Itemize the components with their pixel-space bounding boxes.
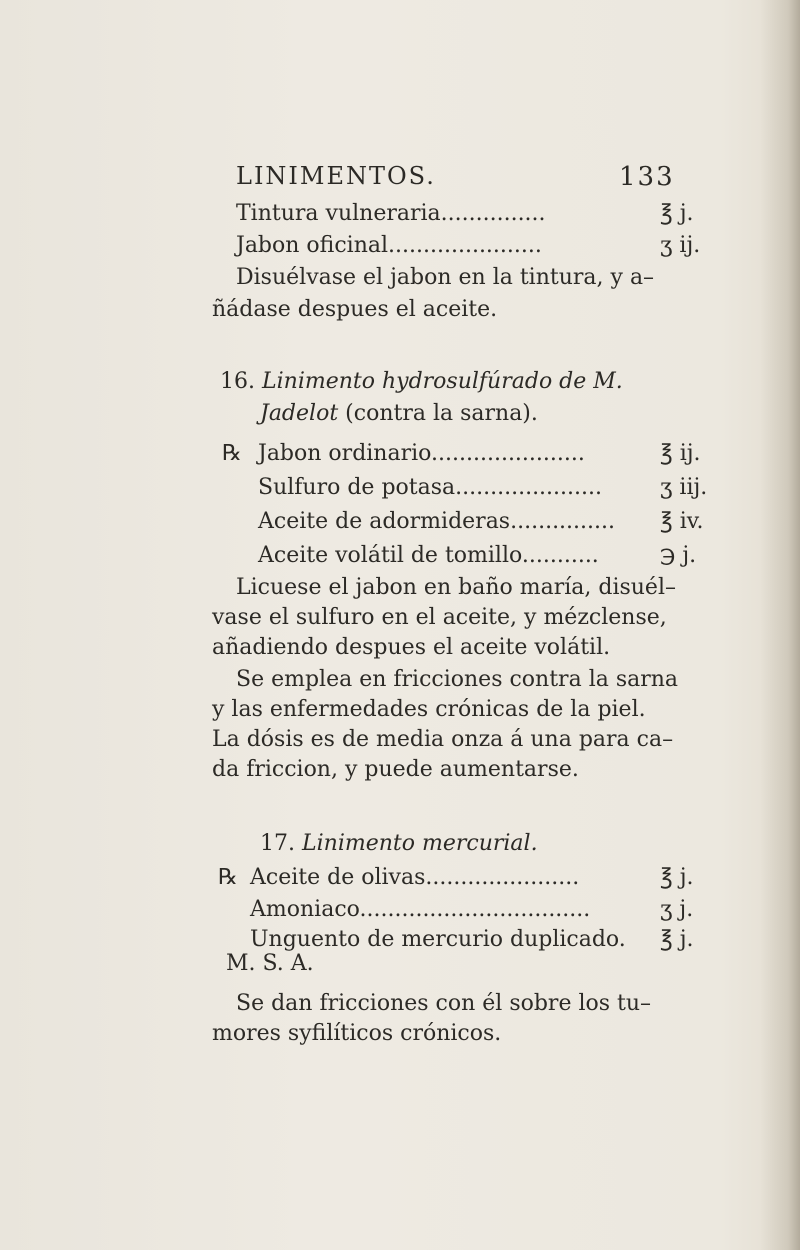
recipe-symbol: ℞ (222, 441, 242, 466)
ingredient-name: Aceite de olivas (250, 865, 426, 890)
ingredient-row (236, 232, 542, 260)
recipe-heading (260, 830, 538, 858)
ingredient-name: Aceite volátil de tomillo (258, 543, 522, 568)
recipe-indication: (contra la sarna). (345, 401, 538, 426)
ingredient-row (258, 440, 585, 468)
recipe-title: Linimento mercurial. (302, 831, 538, 856)
instruction-line: añadiendo despues el aceite volátil. (212, 635, 611, 660)
leader-dots: ...................... (425, 865, 580, 890)
recipe-subtitle (260, 400, 538, 428)
instruction-line: y las enfermedades crónicas de la piel. (212, 697, 646, 722)
ingredient-name: Amoniaco (250, 897, 360, 922)
ingredient-name: Unguento de mercurio duplicado. (250, 927, 626, 952)
ingredient-dose: ℥ j. (660, 865, 694, 890)
page-edge-shadow (760, 0, 800, 1250)
instruction-line: da friccion, y puede aumentarse. (212, 757, 579, 782)
ingredient-tail: M. S. A. (226, 951, 314, 976)
ingredient-name: Jabon oficinal (236, 233, 389, 258)
instruction-line: La dósis es de media onza á una para ca– (212, 727, 674, 752)
ingredient-dose: ℥ iv. (660, 509, 704, 534)
ingredient-row (250, 864, 579, 892)
ingredient-dose: ℥ j. (660, 201, 694, 226)
instruction-line: Licuese el jabon en baño maría, disuél– (236, 575, 676, 600)
ingredient-name: Aceite de adormideras (258, 509, 511, 534)
ingredient-row (250, 896, 590, 924)
ingredient-name: Tintura vulneraria (236, 201, 441, 226)
ingredient-dose: ℥ ij. (660, 441, 701, 466)
ingredient-dose: ʒ j. (660, 897, 694, 922)
leader-dots: ........... (521, 543, 599, 568)
ingredient-dose: ʒ iij. (660, 475, 708, 500)
recipe-number: 16. (220, 369, 255, 394)
leader-dots: ............... (510, 509, 616, 534)
leader-dots: ................................. (359, 897, 591, 922)
leader-dots: ............... (440, 201, 546, 226)
ingredient-dose: ℈ j. (660, 543, 697, 568)
recipe-title-author: Jadelot (260, 401, 339, 426)
ingredient-dose: ℥ j. (660, 927, 694, 952)
instruction-line: Se dan fricciones con él sobre los tu– (236, 991, 652, 1016)
ingredient-row (258, 542, 599, 570)
instruction-line: mores syfilíticos crónicos. (212, 1021, 502, 1046)
leader-dots: ...................... (431, 441, 585, 466)
leader-dots: ..................... (455, 475, 602, 500)
ingredient-name: Sulfuro de potasa (258, 475, 456, 500)
ingredient-name: Jabon ordinario (258, 441, 432, 466)
recipe-title: Linimento hydrosulfúrado de M. (262, 369, 623, 394)
ingredient-row (258, 508, 615, 536)
leader-dots: ...................... (388, 233, 542, 258)
recipe-heading (220, 368, 623, 396)
instruction-line: ñádase despues el aceite. (212, 297, 498, 322)
recipe-symbol: ℞ (218, 865, 238, 890)
instruction-line: Se emplea en fricciones contra la sarna (236, 667, 679, 692)
running-title: LINIMENTOS. (236, 162, 436, 190)
ingredient-dose: ʒ ij. (660, 233, 701, 258)
ingredient-row (258, 474, 602, 502)
ingredient-row (236, 200, 546, 228)
instruction-line: Disuélvase el jabon en la tintura, y a– (236, 265, 655, 290)
instruction-line: vase el sulfuro en el aceite, y mézclense, (212, 605, 667, 630)
page-number: 133 (619, 162, 675, 192)
recipe-number: 17. (260, 831, 295, 856)
